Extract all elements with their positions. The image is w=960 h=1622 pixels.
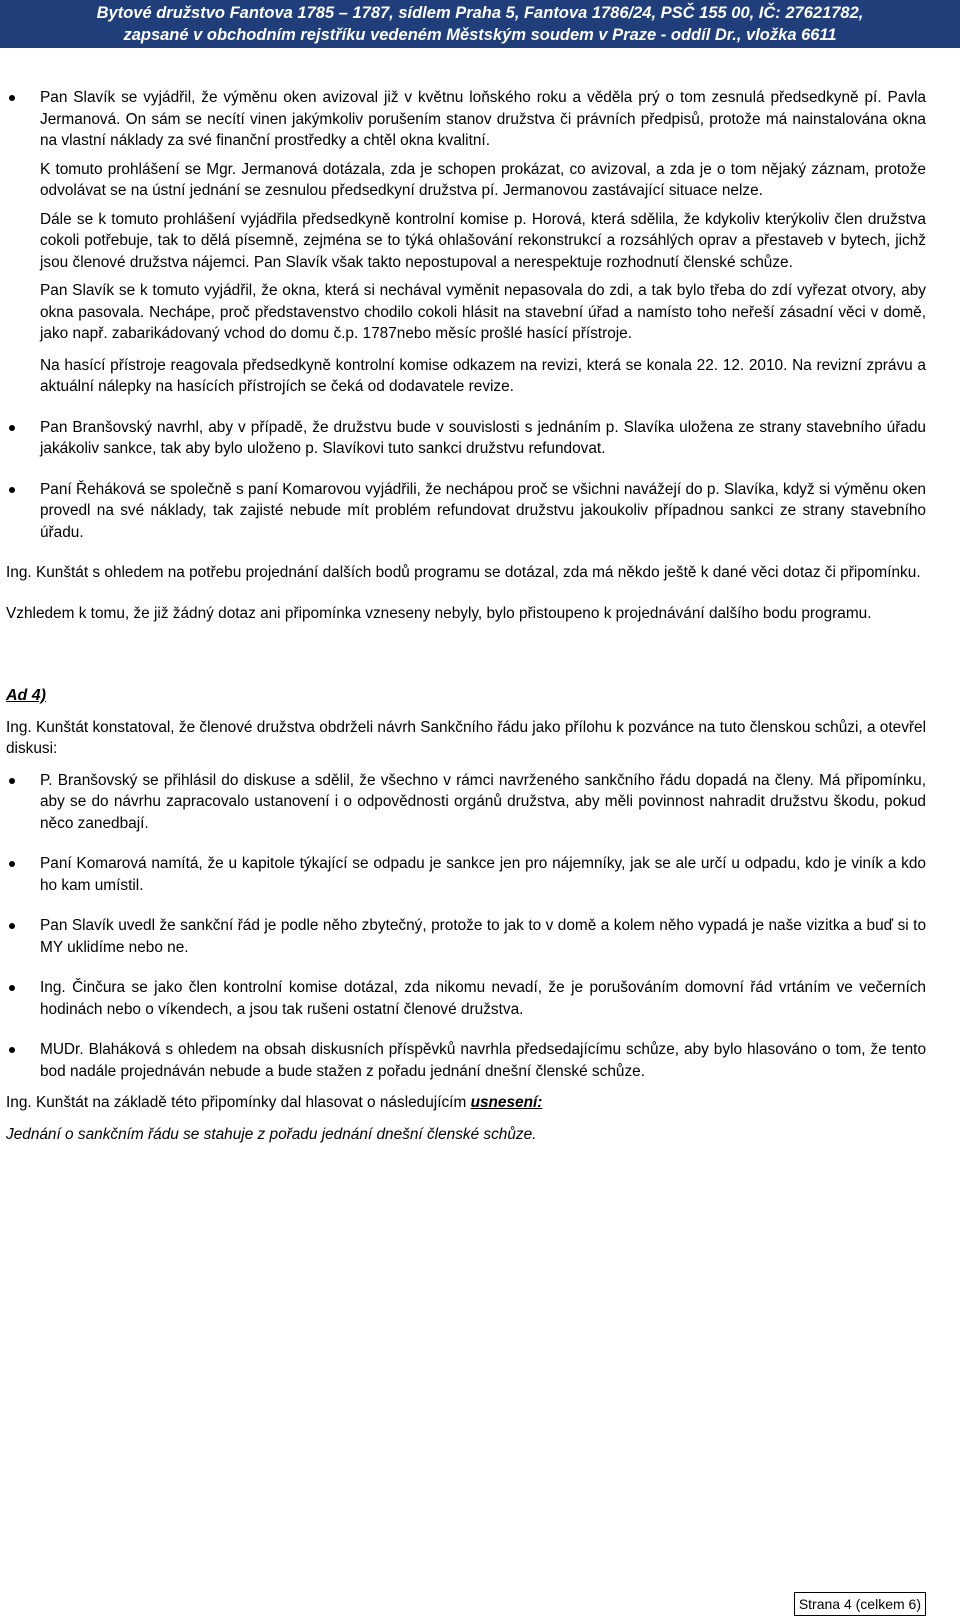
section-heading-ad4: Ad 4) (6, 687, 46, 704)
document-body (6, 87, 926, 1145)
paragraph: Pan Slavík uvedl že sankční řád je podle něho zbytečný, protože to jak to v domě a kolem něho vypadá je naše vizitka a buď si to MY uklidíme nebo ne. (40, 917, 926, 956)
page-number: Strana 4 (celkem 6) (794, 1592, 926, 1616)
resolution-intro-text: Ing. Kunštát na základě této připomínky dal hlasovat o následujícím (6, 1094, 471, 1111)
list-item (6, 417, 926, 460)
paragraph: Na hasící přístroje reagovala předsedkyně kontrolní komise odkazem na revizi, která se konala 22. 12. 2010. Na revizní zprávu a aktuální nálepky na hasících přístrojích se čeká od dodavatele revize. (40, 356, 926, 395)
list-item (6, 915, 926, 958)
paragraph: Paní Komarová namítá, že u kapitole týkající se odpadu je sankce jen pro nájemníky, jak se ale určí u odpadu, kdo je viník a kdo ho kam umístil. (40, 855, 926, 894)
list-item (6, 770, 926, 835)
document-header (0, 0, 960, 48)
paragraph: Ing. Kunštát s ohledem na potřebu projednání dalších bodů programu se dotázal, zda má někdo ještě k dané věci dotaz či připomínku. (6, 564, 921, 581)
resolution-label: usnesení: (470, 1094, 543, 1111)
header-line-2: zapsané v obchodním rejstříku vedeném Městským soudem v Praze - oddíl Dr., vložka 6611 (123, 26, 837, 44)
paragraph: Pan Slavík se k tomuto vyjádřil, že okna, která si nechával vyměnit nepasovala do zdi, a tak bylo třeba do zdí vyřezat otvory, aby okna pasovala. Nechápe, proč představenstvo chodilo cokoli hlásit na stavební úřad a namísto toho neřeší zásadní věci v domě, jako např. zabarikádovaný vchod do domu č.p. 1787nebo měsíc prošlé hasící přístroje. (40, 282, 926, 342)
paragraph: Dále se k tomuto prohlášení vyjádřila předsedkyně kontrolní komise p. Horová, která sdělila, že kdykoliv kterýkoliv člen družstva cokoli potřebuje, tak to dělá písemně, zejména se to týká ohlašování rekonstrukcí a rozsáhlých oprav a přestaveb v bytech, jichž jsou členové družstva nájemci. Pan Slavík však takto nepostupoval a nerespektuje rozhodnutí členské schůze. (40, 210, 926, 271)
paragraph: Pan Branšovský navrhl, aby v případě, že družstvu bude v souvislosti s jednáním p. Slavíka uložena ze strany stavebního úřadu jakákoliv sankce, tak aby bylo uloženo p. Slavíkovi tuto sankci družstvu refundovat. (40, 418, 926, 457)
paragraph: Paní Řeháková se společně s paní Komarovou vyjádřili, že nechápou proč se všichni navážejí do p. Slavíka, když si výměnu oken provedl na své náklady, tak zajisté nebude mít problém refundovat družstvu jakoukoliv případnou sankci ze strany stavebního úřadu. (40, 480, 926, 541)
list-item (6, 853, 926, 896)
list-item (6, 87, 926, 398)
paragraph: P. Branšovský se přihlásil do diskuse a sdělil, že všechno v rámci navrženého sankčního řádu dopadá na členy. Má připomínku, aby se do návrhu zapracovalo ustanovení i o odpovědnosti orgánů družstva, aby měli povinnost nahradit družstvu škodu, pokud něco zanedbají. (40, 771, 926, 832)
paragraph: Vzhledem k tomu, že již žádný dotaz ani připomínka vzneseny nebyly, bylo přistoupeno k projednávání dalšího bodu programu. (6, 604, 872, 622)
paragraph: Ing. Kunštát konstatoval, že členové družstva obdrželi návrh Sankčního řádu jako přílohu k pozvánce na tuto členskou schůzi, a otevřel diskusi: (6, 718, 926, 757)
list-item (6, 1039, 926, 1082)
paragraph: K tomuto prohlášení se Mgr. Jermanová dotázala, zda je schopen prokázat, co avizoval, a zda je o tom nějaký záznam, protože odvolávat se na ústní jednání se zesnulou předsedkyní družstva pí. Jermanovou zastávající situace nelze. (40, 160, 926, 199)
paragraph: Pan Slavík se vyjádřil, že výměnu oken avizoval již v květnu loňského roku a věděla prý o tom zesnulá předsedkyně pí. Pavla Jermanová. On sám se necítí vinen jakýmkoliv porušením stanov družstva či právních předpisů, protože má nainstalována okna na vlastní náklady za své finanční prostředky a chtěl okna kvalitní. (40, 89, 926, 149)
bullet-list-2 (6, 770, 926, 1083)
resolution-text: Jednání o sankčním řádu se stahuje z pořadu jednání dnešní členské schůze. (6, 1125, 537, 1143)
paragraph: MUDr. Blaháková s ohledem na obsah diskusních příspěvků navrhla předsedajícímu schůze, aby bylo hlasováno o tom, že tento bod nadále projednáván nebude a bude stažen z pořadu jednání dnešní členské schůze. (40, 1041, 926, 1080)
resolution-intro (6, 1092, 926, 1114)
header-line-1: Bytové družstvo Fantova 1785 – 1787, sídlem Praha 5, Fantova 1786/24, PSČ 155 00, IČ: 27621782, (96, 4, 864, 22)
list-item (6, 479, 926, 544)
paragraph: Ing. Činčura se jako člen kontrolní komise dotázal, zda nikomu nevadí, že je porušováním domovní řád vrtáním ve večerních hodinách nebo o víkendech, a jsou tak rušeni ostatní členové družstva. (40, 979, 926, 1018)
list-item (6, 977, 926, 1020)
bullet-list-1 (6, 87, 926, 543)
